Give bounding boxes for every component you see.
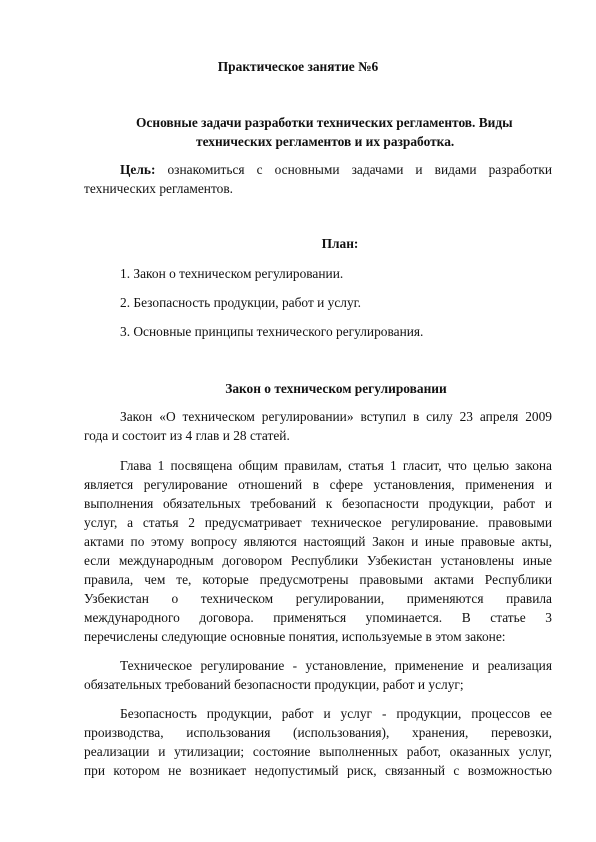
paragraph-line: Техническое регулирование - установление, применение и реализация bbox=[120, 658, 552, 673]
paragraph-line: производства, использования (использования), хранения, перевозки, bbox=[84, 725, 552, 740]
goal-label: Цель: bbox=[120, 162, 156, 177]
goal-line-1 bbox=[120, 162, 552, 178]
paragraph-line: является регулирование отношений в сфере установления, применения и bbox=[84, 477, 552, 492]
plan-item: 3. Основные принципы технического регулирования. bbox=[120, 324, 424, 339]
paragraph-line: правила, чем те, которые предусмотрены правовыми актами Республики bbox=[84, 572, 552, 587]
plan-item: 1. Закон о техническом регулировании. bbox=[120, 266, 344, 281]
paragraph-line: года и состоит из 4 глав и 28 статей. bbox=[84, 428, 290, 443]
section-heading: Закон о техническом регулировании bbox=[225, 381, 447, 396]
goal-line-2: технических регламентов. bbox=[84, 181, 234, 196]
paragraph-line: реализации и утилизации; состояние выполненных работ, оказанных услуг, bbox=[84, 744, 552, 759]
paragraph-line: услуг, а статья 2 предусматривает техническое регулирование. правовыми bbox=[84, 515, 552, 530]
paragraph-line: при котором не возникает недопустимый риск, связанный с возможностью bbox=[84, 763, 552, 778]
paragraph-line: Узбекистан о техническом регулировании, применяются правила bbox=[84, 591, 552, 606]
topic-heading-line-1: Основные задачи разработки технических регламентов. Виды bbox=[136, 115, 513, 130]
paragraph-line: если международным договором Республики Узбекистан установлены иные bbox=[84, 553, 552, 568]
goal-text: ознакомиться с основными задачами и видами разработки bbox=[167, 162, 552, 177]
plan-item: 2. Безопасность продукции, работ и услуг. bbox=[120, 295, 361, 310]
paragraph-line: актами по этому вопросу являются настоящий Закон и иные правовые акты, bbox=[84, 534, 552, 549]
plan-heading: План: bbox=[321, 236, 359, 251]
paragraph-line: Глава 1 посвящена общим правилам, статья 1 гласит, что целью закона bbox=[120, 458, 552, 473]
paragraph-line: обязательных требований безопасности продукции, работ и услуг; bbox=[84, 677, 464, 692]
paragraph-line: международного договора. применяться упоминается. В статье 3 bbox=[84, 610, 552, 625]
paragraph-line: перечислены следующие основные понятия, используемые в этом законе: bbox=[84, 629, 506, 644]
document-title: Практическое занятие №6 bbox=[217, 59, 379, 74]
topic-heading-line-2: технических регламентов и их разработка. bbox=[196, 134, 455, 149]
paragraph-line: выполнения обязательных требований к безопасности продукции, работ и bbox=[84, 496, 552, 511]
paragraph-line: Безопасность продукции, работ и услуг - продукции, процессов ее bbox=[120, 706, 552, 721]
paragraph-line: Закон «О техническом регулировании» вступил в силу 23 апреля 2009 bbox=[120, 409, 552, 424]
